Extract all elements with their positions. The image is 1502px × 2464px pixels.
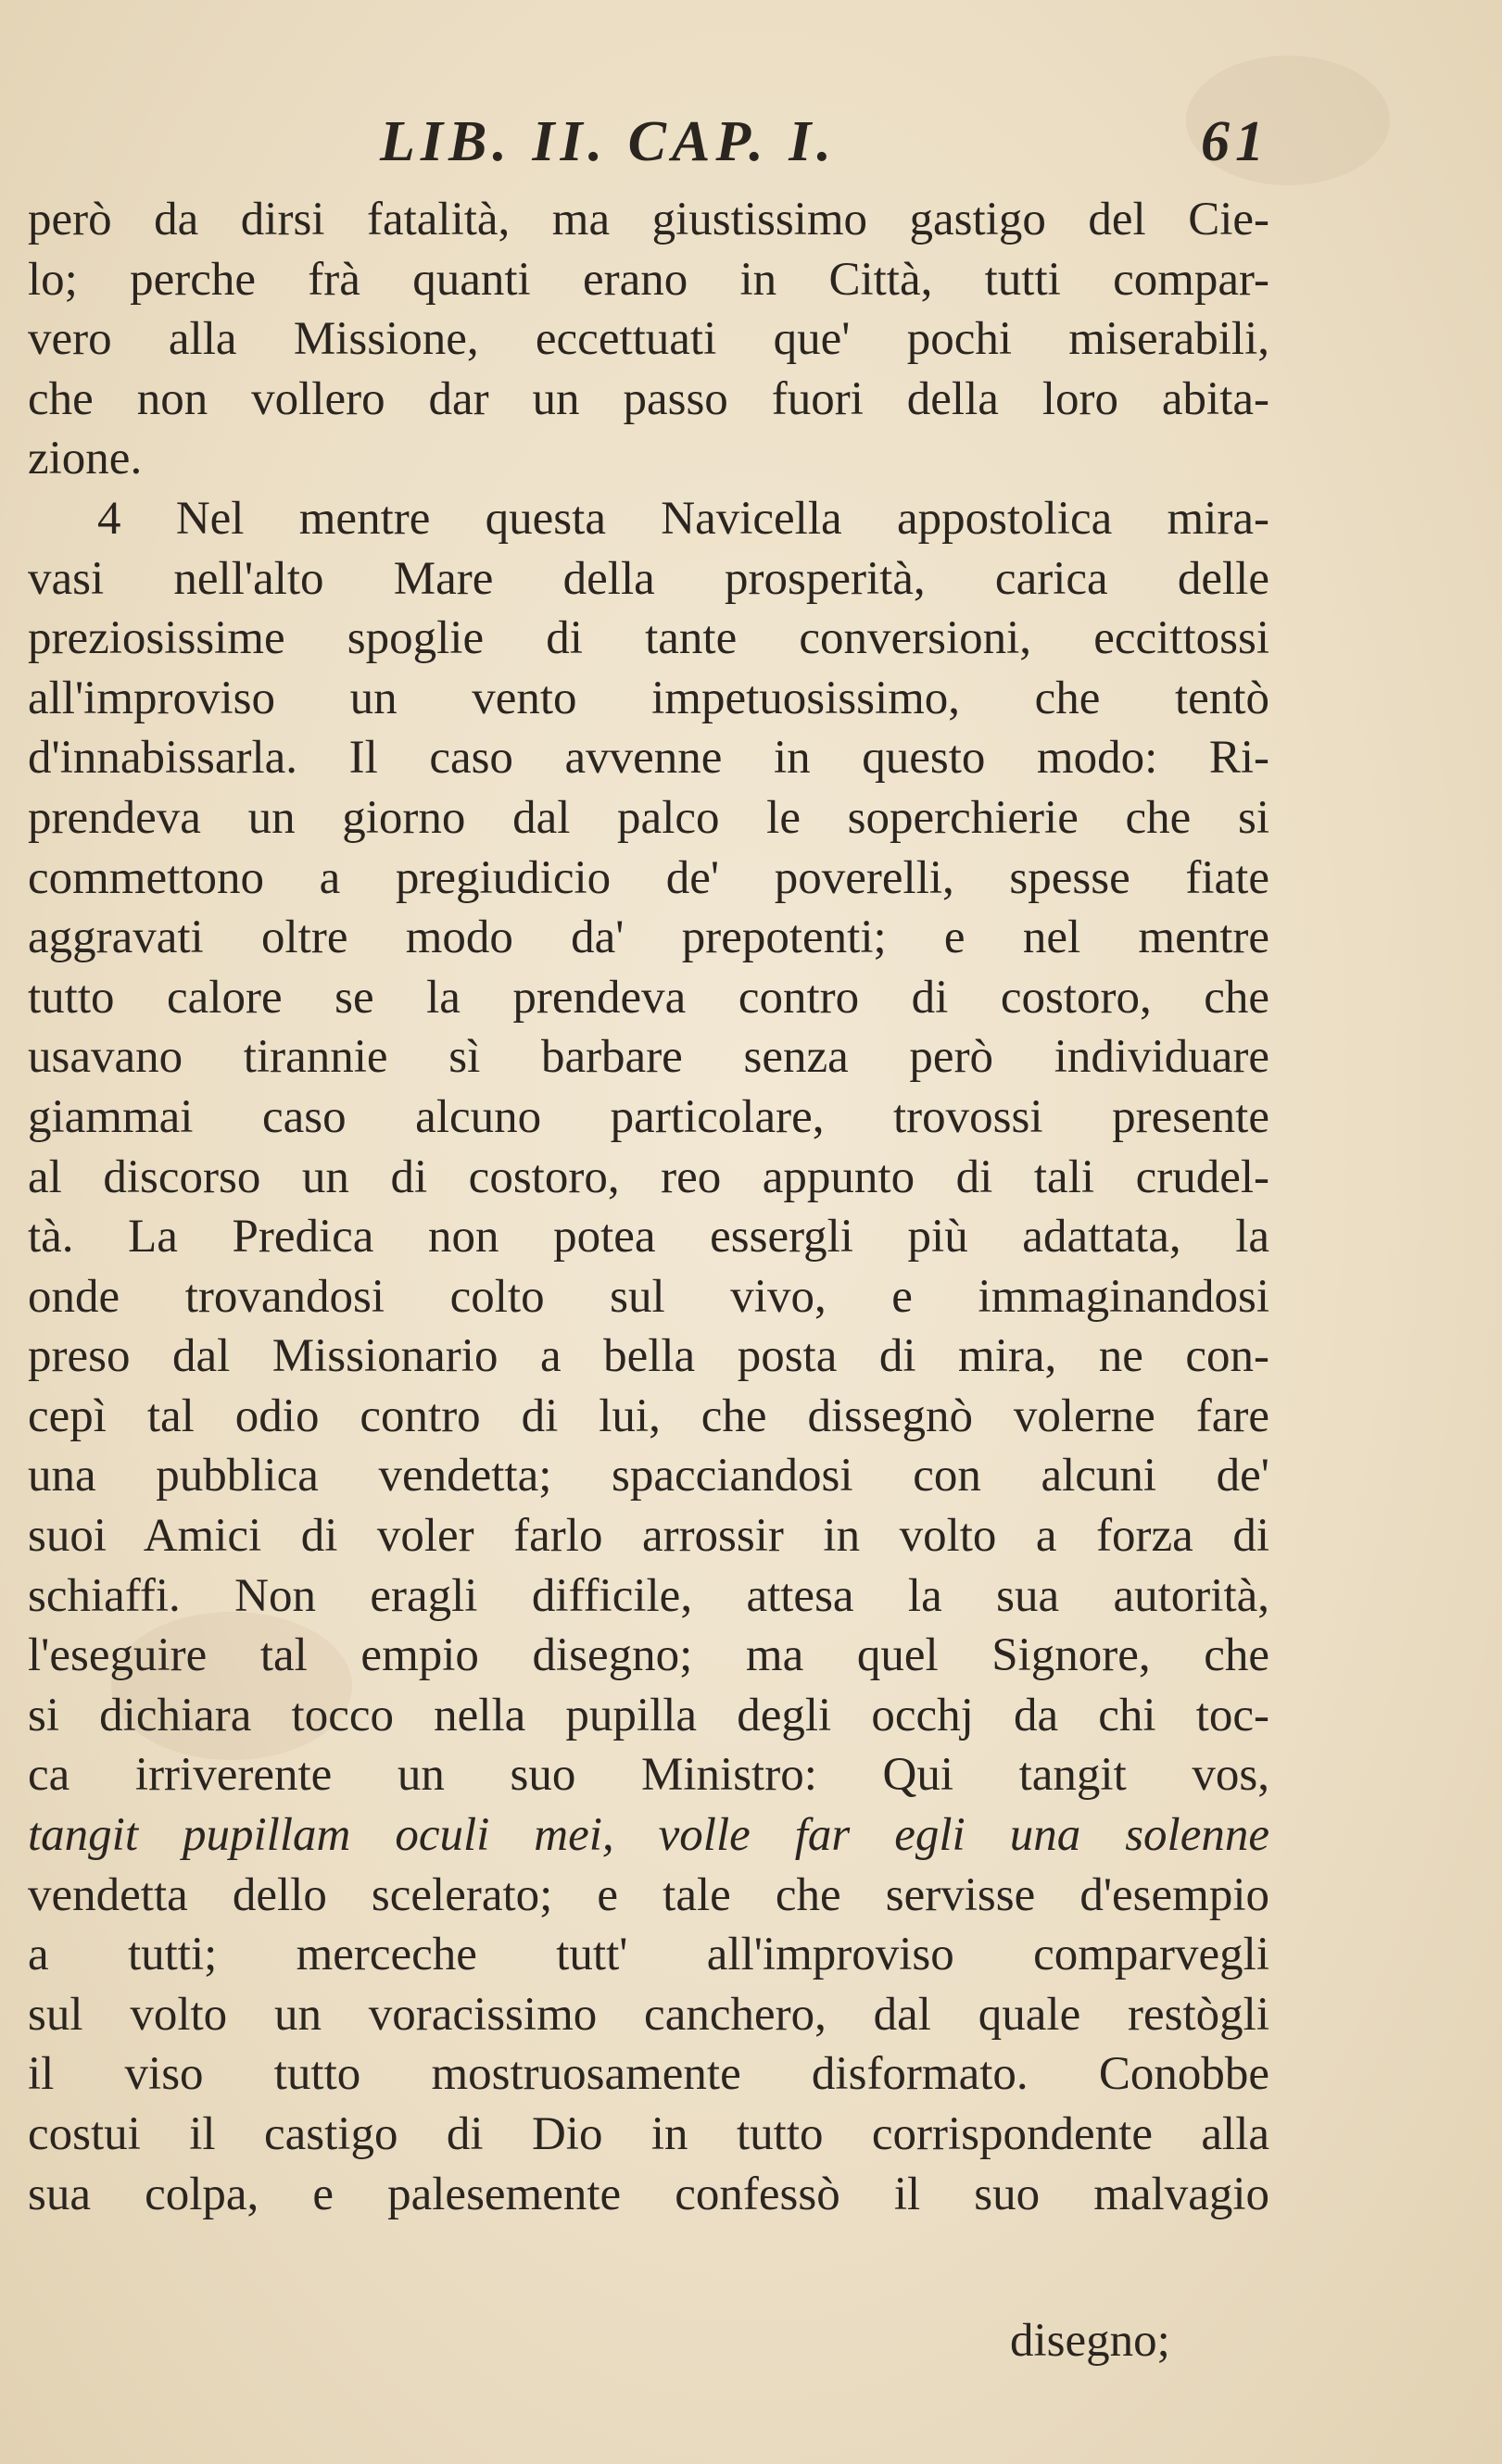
text-line: aggravati oltre modo da' prepotenti; e nel mentre xyxy=(28,911,1269,964)
text-line: prendeva un giorno dal palco le soperchierie che si xyxy=(28,791,1269,844)
page-header xyxy=(380,109,1269,183)
text-line: usavano tirannie sì barbare senza però individuare xyxy=(28,1031,1269,1084)
text-line: costui il castigo di Dio in tutto corrispondente alla xyxy=(28,2108,1269,2160)
text-line: zione. xyxy=(28,433,143,485)
text-line: a tutti; merceche tutt' all'improviso comparvegli xyxy=(28,1929,1269,1981)
text-line: sua colpa, e palesemente confessò il suo malvagio xyxy=(28,2168,1269,2220)
text-line: ca irriverente un suo Ministro: Qui tangit vos, xyxy=(28,1749,1269,1802)
text-line: vasi nell'alto Mare della prosperità, carica delle xyxy=(28,552,1269,605)
text-line: 4 Nel mentre questa Navicella appostolica mira- xyxy=(97,492,1269,545)
text-line: al discorso un di costoro, reo appunto di tali crudel- xyxy=(28,1150,1269,1203)
body-text xyxy=(28,190,1269,2224)
text-line: d'innabissarla. Il caso avvenne in questo modo: Ri- xyxy=(28,732,1269,785)
text-line: suoi Amici di voler farlo arrossir in volto a forza di xyxy=(28,1510,1269,1563)
text-line: preso dal Missionario a bella posta di mira, ne con- xyxy=(28,1330,1269,1383)
text-line: all'improviso un vento impetuosissimo, che tentò xyxy=(28,672,1269,724)
text-line: vero alla Missione, eccettuati que' pochi miserabili, xyxy=(28,313,1269,366)
catchword: disegno; xyxy=(1010,2315,1170,2367)
text-line: che non vollero dar un passo fuori della loro abita- xyxy=(28,372,1269,425)
text-line: tà. La Predica non potea essergli più adattata, la xyxy=(28,1211,1269,1263)
running-title: LIB. II. CAP. I. xyxy=(380,110,837,173)
text-line: vendetta dello scelerato; e tale che servisse d'esempio xyxy=(28,1868,1269,1921)
text-line: si dichiara tocco nella pupilla degli occhj da chi toc- xyxy=(28,1689,1269,1741)
text-line: tutto calore se la prendeva contro di costoro, che xyxy=(28,971,1269,1024)
text-line: il viso tutto mostruosamente disformato. Conobbe xyxy=(28,2048,1269,2101)
text-line: giammai caso alcuno particolare, trovossi presente xyxy=(28,1090,1269,1143)
text-line: cepì tal odio contro di lui, che dissegnò volerne fare xyxy=(28,1389,1269,1442)
text-line: lo; perche frà quanti erano in Città, tutti compar- xyxy=(28,253,1269,306)
text-line: l'eseguire tal empio disegno; ma quel Signore, che xyxy=(28,1629,1269,1682)
page-number: 61 xyxy=(1201,110,1269,173)
text-line: una pubblica vendetta; spacciandosi con alcuni de' xyxy=(28,1450,1269,1502)
text-line: commettono a pregiudicio de' poverelli, spesse fiate xyxy=(28,851,1269,904)
text-line: sul volto un voracissimo canchero, dal quale restògli xyxy=(28,1988,1269,2041)
latin-quote-line: tangit pupillam oculi mei, volle far egli una solenne xyxy=(28,1809,1269,1862)
text-line: schiaffi. Non eragli difficile, attesa la sua autorità, xyxy=(28,1569,1269,1622)
text-line: preziosissime spoglie di tante conversioni, eccittossi xyxy=(28,612,1269,665)
text-line: però da dirsi fatalità, ma giustissimo gastigo del Cie- xyxy=(28,194,1269,245)
text-line: onde trovandosi colto sul vivo, e immaginandosi xyxy=(28,1270,1269,1323)
